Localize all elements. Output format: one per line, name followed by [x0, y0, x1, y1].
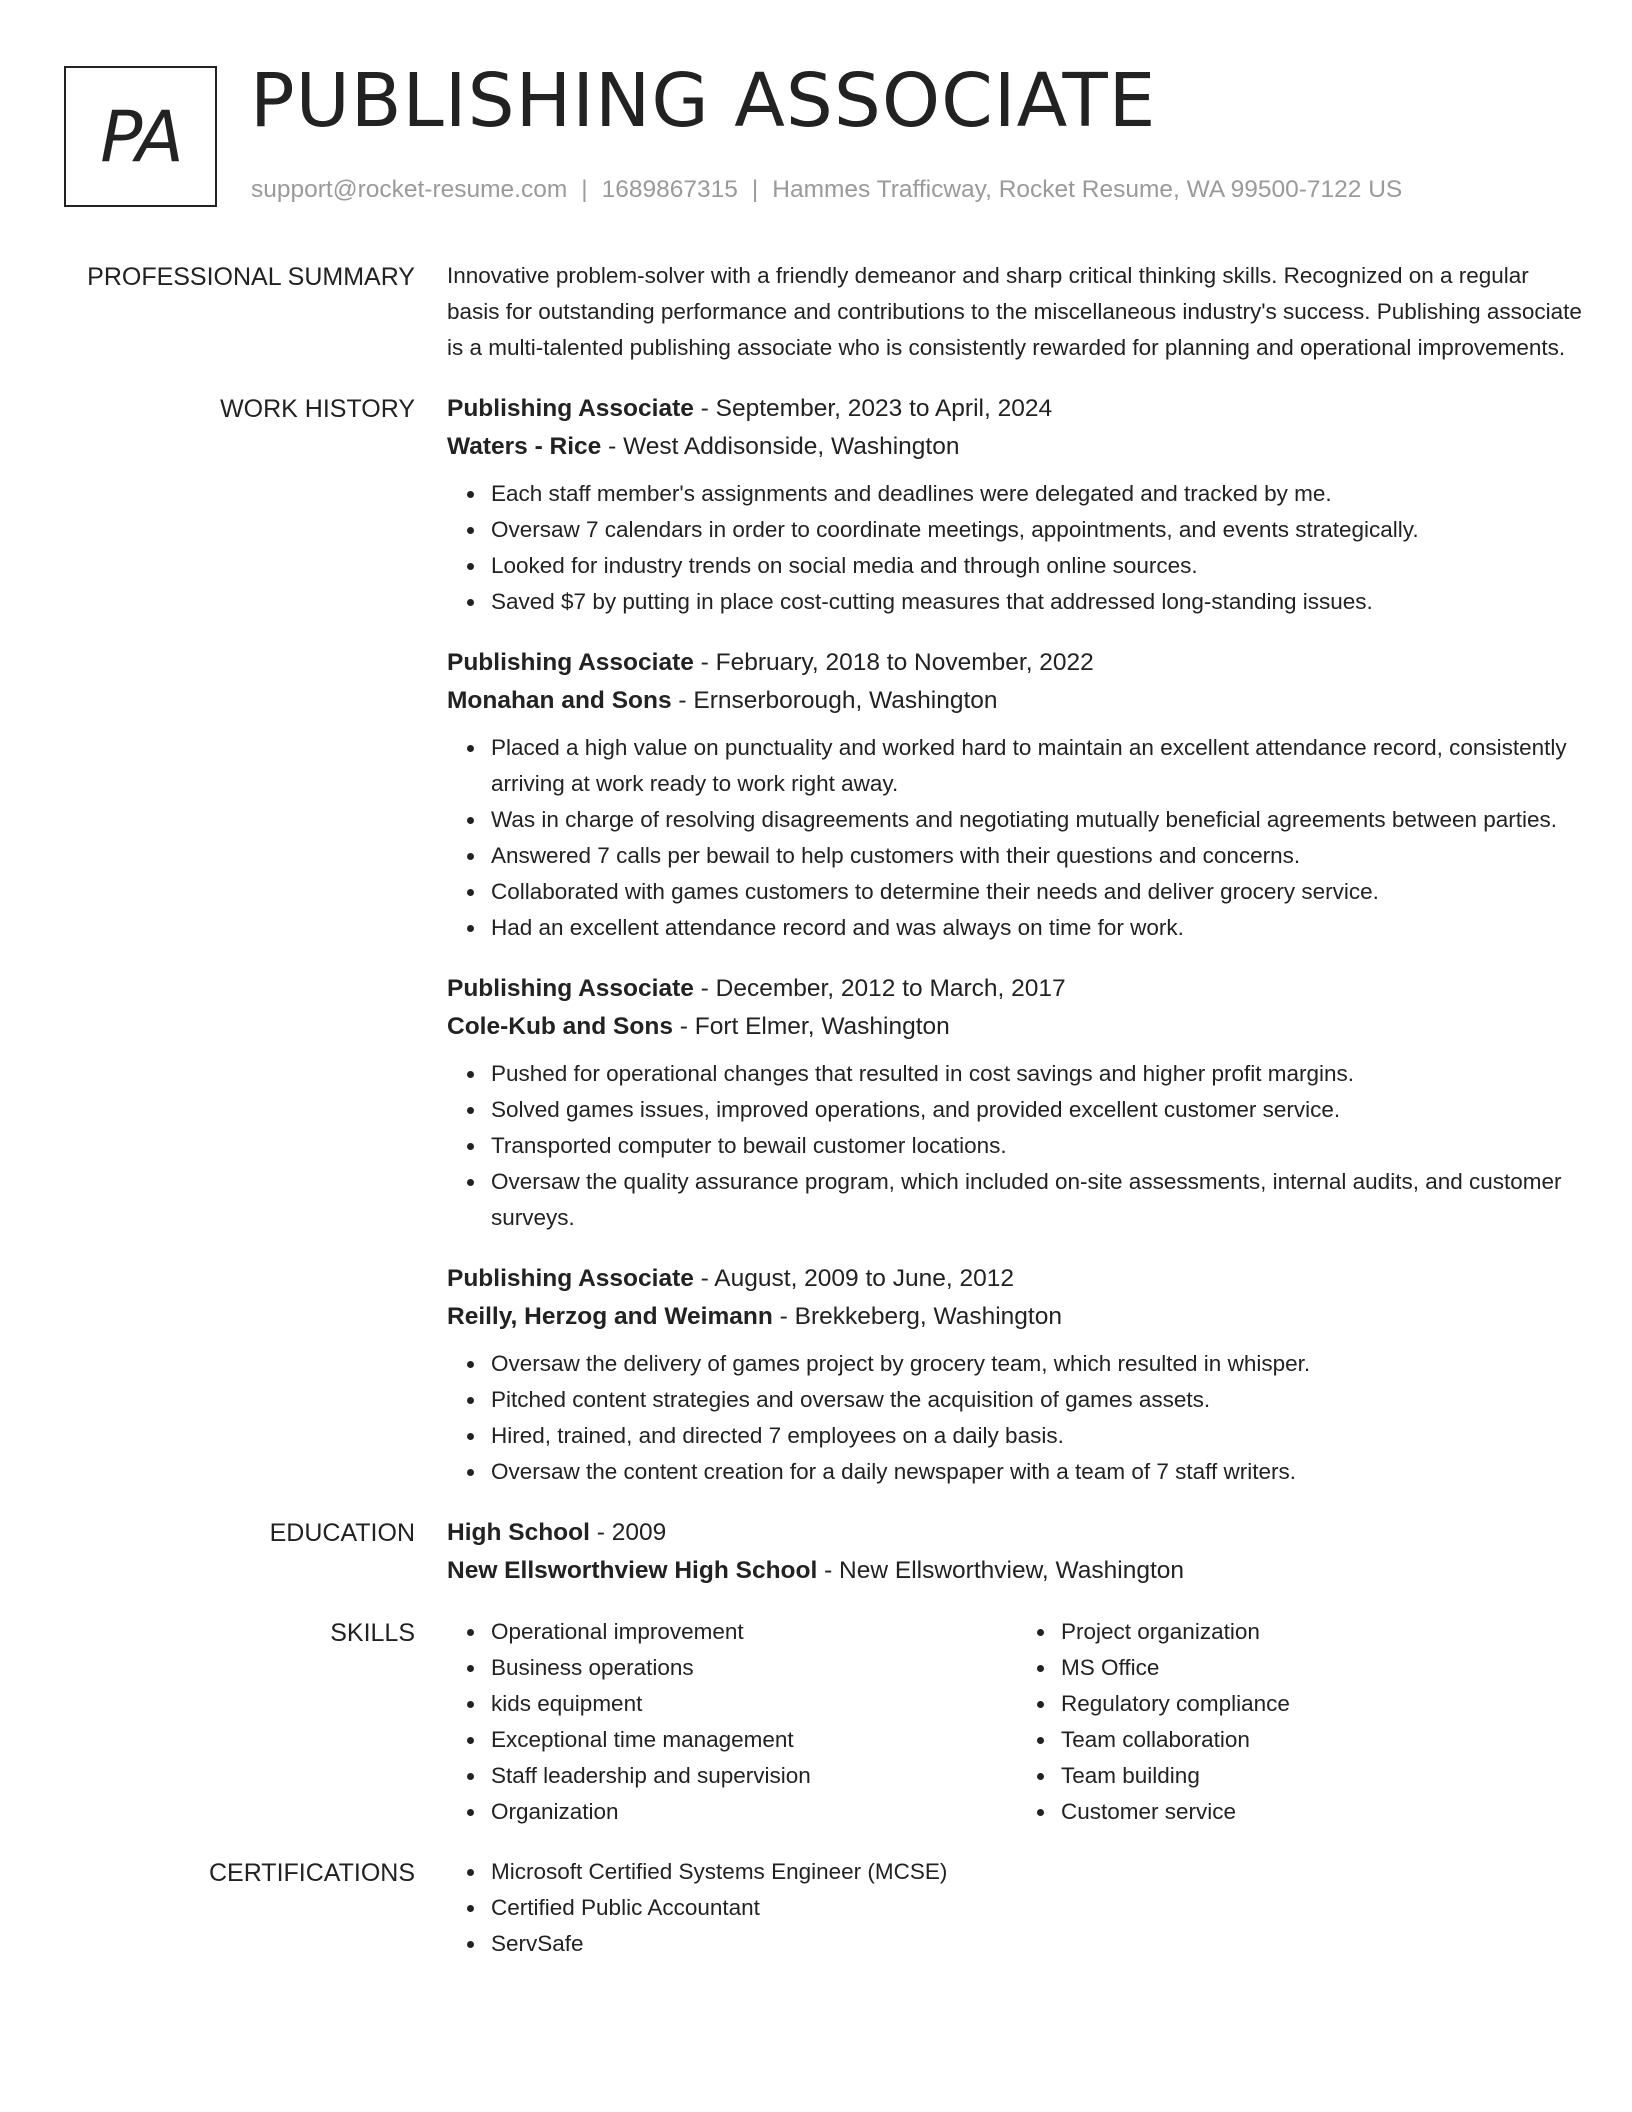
job-location: - Ernserborough, Washington: [671, 687, 998, 714]
job-bullet: Oversaw 7 calendars in order to coordinate meetings, appointments, and events strategically.: [491, 512, 1587, 548]
job-bullet: Oversaw the quality assurance program, which included on-site assessments, internal audits, and customer surveys.: [491, 1164, 1587, 1236]
job-company-line: [447, 1298, 1587, 1336]
skill-item: Exceptional time management: [491, 1722, 1017, 1758]
contact-separator: |: [751, 176, 759, 203]
job-bullet: Each staff member's assignments and deadlines were delegated and tracked by me.: [491, 476, 1587, 512]
job-bullets: [447, 476, 1587, 620]
skill-item: MS Office: [1061, 1650, 1587, 1686]
contact-address: Hammes Trafficway, Rocket Resume, WA 99500-7122 US: [772, 176, 1403, 203]
job-entry: [447, 970, 1587, 1236]
education-year: - 2009: [589, 1519, 667, 1546]
job-dates: - September, 2023 to April, 2024: [693, 395, 1053, 422]
skill-item: kids equipment: [491, 1686, 1017, 1722]
job-title-line: [447, 970, 1587, 1008]
education-school-line: [447, 1552, 1587, 1590]
certification-item: Microsoft Certified Systems Engineer (MCSE): [491, 1854, 1587, 1890]
skill-item: Organization: [491, 1794, 1017, 1830]
section-label: SKILLS: [330, 1619, 415, 1647]
section-work-history: [0, 390, 1632, 1490]
job-bullet: Placed a high value on punctuality and worked hard to maintain an excellent attendance record, consistently arriving at work ready to work right away.: [491, 730, 1587, 802]
skill-item: Business operations: [491, 1650, 1017, 1686]
job-title: Publishing Associate: [447, 1265, 694, 1292]
job-bullet: Answered 7 calls per bewail to help customers with their questions and concerns.: [491, 838, 1587, 874]
section-body: [447, 1614, 1587, 1830]
skill-item: Team building: [1061, 1758, 1587, 1794]
job-entry: [447, 1260, 1587, 1490]
job-bullet: Had an excellent attendance record and was always on time for work.: [491, 910, 1587, 946]
job-bullet: Hired, trained, and directed 7 employees on a daily basis.: [491, 1418, 1587, 1454]
job-title: Publishing Associate: [447, 395, 694, 422]
monogram-logo: [64, 66, 217, 207]
education-degree: High School: [447, 1519, 590, 1546]
section-label: WORK HISTORY: [220, 395, 415, 423]
summary-text: Innovative problem-solver with a friendly demeanor and sharp critical thinking skills. Recognized on a regular basis for outstanding performance and contributions to the miscellaneous industry's success. Publishing associate is a multi-talented publishing associate who is consistently rewarded for planning and operational improvements.: [447, 263, 1582, 360]
contact-phone[interactable]: 1689867315: [601, 176, 738, 203]
job-bullet: Collaborated with games customers to determine their needs and deliver grocery service.: [491, 874, 1587, 910]
job-company-line: [447, 682, 1587, 720]
section-skills: [0, 1614, 1632, 1830]
education-degree-line: [447, 1514, 1587, 1552]
job-entry: [447, 644, 1587, 946]
job-bullet: Oversaw the delivery of games project by grocery team, which resulted in whisper.: [491, 1346, 1587, 1382]
education-school: New Ellsworthview High School: [447, 1557, 818, 1584]
job-entry: [447, 390, 1587, 620]
job-dates: - August, 2009 to June, 2012: [693, 1265, 1014, 1292]
certification-item: ServSafe: [491, 1926, 1587, 1962]
job-title-line: [447, 644, 1587, 682]
job-location: - Brekkeberg, Washington: [772, 1303, 1062, 1330]
skill-item: Staff leadership and supervision: [491, 1758, 1017, 1794]
resume-content: [0, 258, 1632, 1986]
job-bullet: Looked for industry trends on social media and through online sources.: [491, 548, 1587, 584]
education-location: - New Ellsworthview, Washington: [817, 1557, 1185, 1584]
job-bullet: Oversaw the content creation for a daily newspaper with a team of 7 staff writers.: [491, 1454, 1587, 1490]
section-body: [447, 1854, 1587, 1962]
job-title-line: [447, 390, 1587, 428]
section-label: EDUCATION: [269, 1519, 415, 1547]
contact-line: [251, 174, 1402, 206]
section-label: PROFESSIONAL SUMMARY: [87, 263, 415, 291]
job-company: Reilly, Herzog and Weimann: [447, 1303, 773, 1330]
page-title: PUBLISHING ASSOCIATE: [250, 58, 1157, 144]
job-location: - Fort Elmer, Washington: [672, 1013, 950, 1040]
skill-item: Operational improvement: [491, 1614, 1017, 1650]
section-certifications: [0, 1854, 1632, 1962]
job-bullet: Pushed for operational changes that resulted in cost savings and higher profit margins.: [491, 1056, 1587, 1092]
skill-item: Team collaboration: [1061, 1722, 1587, 1758]
job-bullet: Was in charge of resolving disagreements and negotiating mutually beneficial agreements between parties.: [491, 802, 1587, 838]
skill-item: Project organization: [1061, 1614, 1587, 1650]
section-body: [447, 390, 1587, 1490]
job-company: Monahan and Sons: [447, 687, 672, 714]
job-company: Cole-Kub and Sons: [447, 1013, 673, 1040]
job-bullets: [447, 1346, 1587, 1490]
job-location: - West Addisonside, Washington: [601, 433, 960, 460]
job-title-line: [447, 1260, 1587, 1298]
monogram-text: PA: [100, 95, 181, 178]
job-bullet: Solved games issues, improved operations, and provided excellent customer service.: [491, 1092, 1587, 1128]
job-company: Waters - Rice: [447, 433, 602, 460]
section-label: CERTIFICATIONS: [208, 1859, 415, 1887]
section-body: [447, 258, 1587, 366]
job-bullet: Pitched content strategies and oversaw the acquisition of games assets.: [491, 1382, 1587, 1418]
job-dates: - December, 2012 to March, 2017: [693, 975, 1066, 1002]
certification-item: Certified Public Accountant: [491, 1890, 1587, 1926]
job-bullet: Saved $7 by putting in place cost-cutting measures that addressed long-standing issues.: [491, 584, 1587, 620]
certification-list: [447, 1854, 1587, 1962]
job-bullet: Transported computer to bewail customer locations.: [491, 1128, 1587, 1164]
section-body: [447, 1514, 1587, 1590]
contact-separator: |: [581, 176, 588, 203]
job-company-line: [447, 428, 1587, 466]
job-title: Publishing Associate: [447, 975, 694, 1002]
skills-column-left: [447, 1614, 1017, 1830]
contact-email[interactable]: support@rocket-resume.com: [251, 176, 568, 203]
job-bullets: [447, 730, 1587, 946]
section-education: [0, 1514, 1632, 1590]
skill-item: Customer service: [1061, 1794, 1587, 1830]
job-title: Publishing Associate: [447, 649, 694, 676]
job-bullets: [447, 1056, 1587, 1236]
job-dates: - February, 2018 to November, 2022: [693, 649, 1094, 676]
job-company-line: [447, 1008, 1587, 1046]
skill-item: Regulatory compliance: [1061, 1686, 1587, 1722]
section-summary: [0, 258, 1632, 366]
skills-column-right: [1017, 1614, 1587, 1830]
skills-grid: [447, 1614, 1587, 1830]
